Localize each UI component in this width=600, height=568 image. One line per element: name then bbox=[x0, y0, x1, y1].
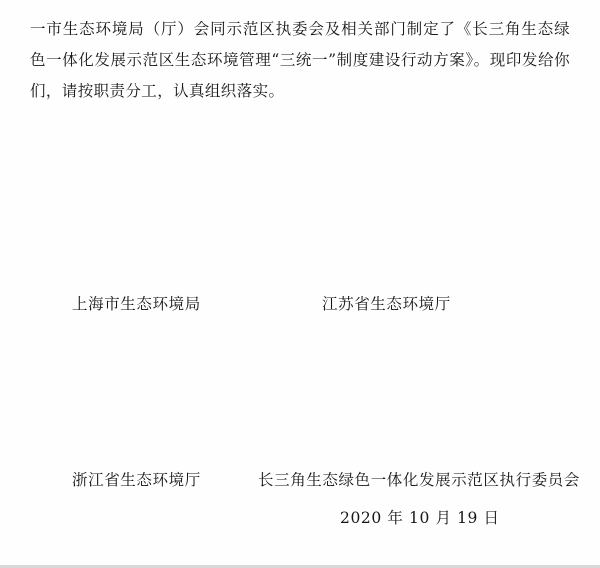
document-paragraph: 一市生态环境局（厅）会同示范区执委会及相关部门制定了《长三角生态绿色一体化发展示范区生态环境管理“三统一”制度建设行动方案》。现印发给你们，请按职责分工，认真组织落实。 bbox=[30, 20, 570, 100]
signatory-jiangsu-department: 江苏省生态环境厅 bbox=[322, 295, 451, 313]
document-date: 2020 年 10 月 19 日 bbox=[340, 509, 500, 527]
signatory-shanghai-bureau: 上海市生态环境局 bbox=[72, 295, 201, 313]
signatory-zhejiang-department: 浙江省生态环境厅 bbox=[72, 471, 201, 489]
signatory-demonstration-zone-committee: 长三角生态绿色一体化发展示范区执行委员会 bbox=[258, 471, 581, 489]
